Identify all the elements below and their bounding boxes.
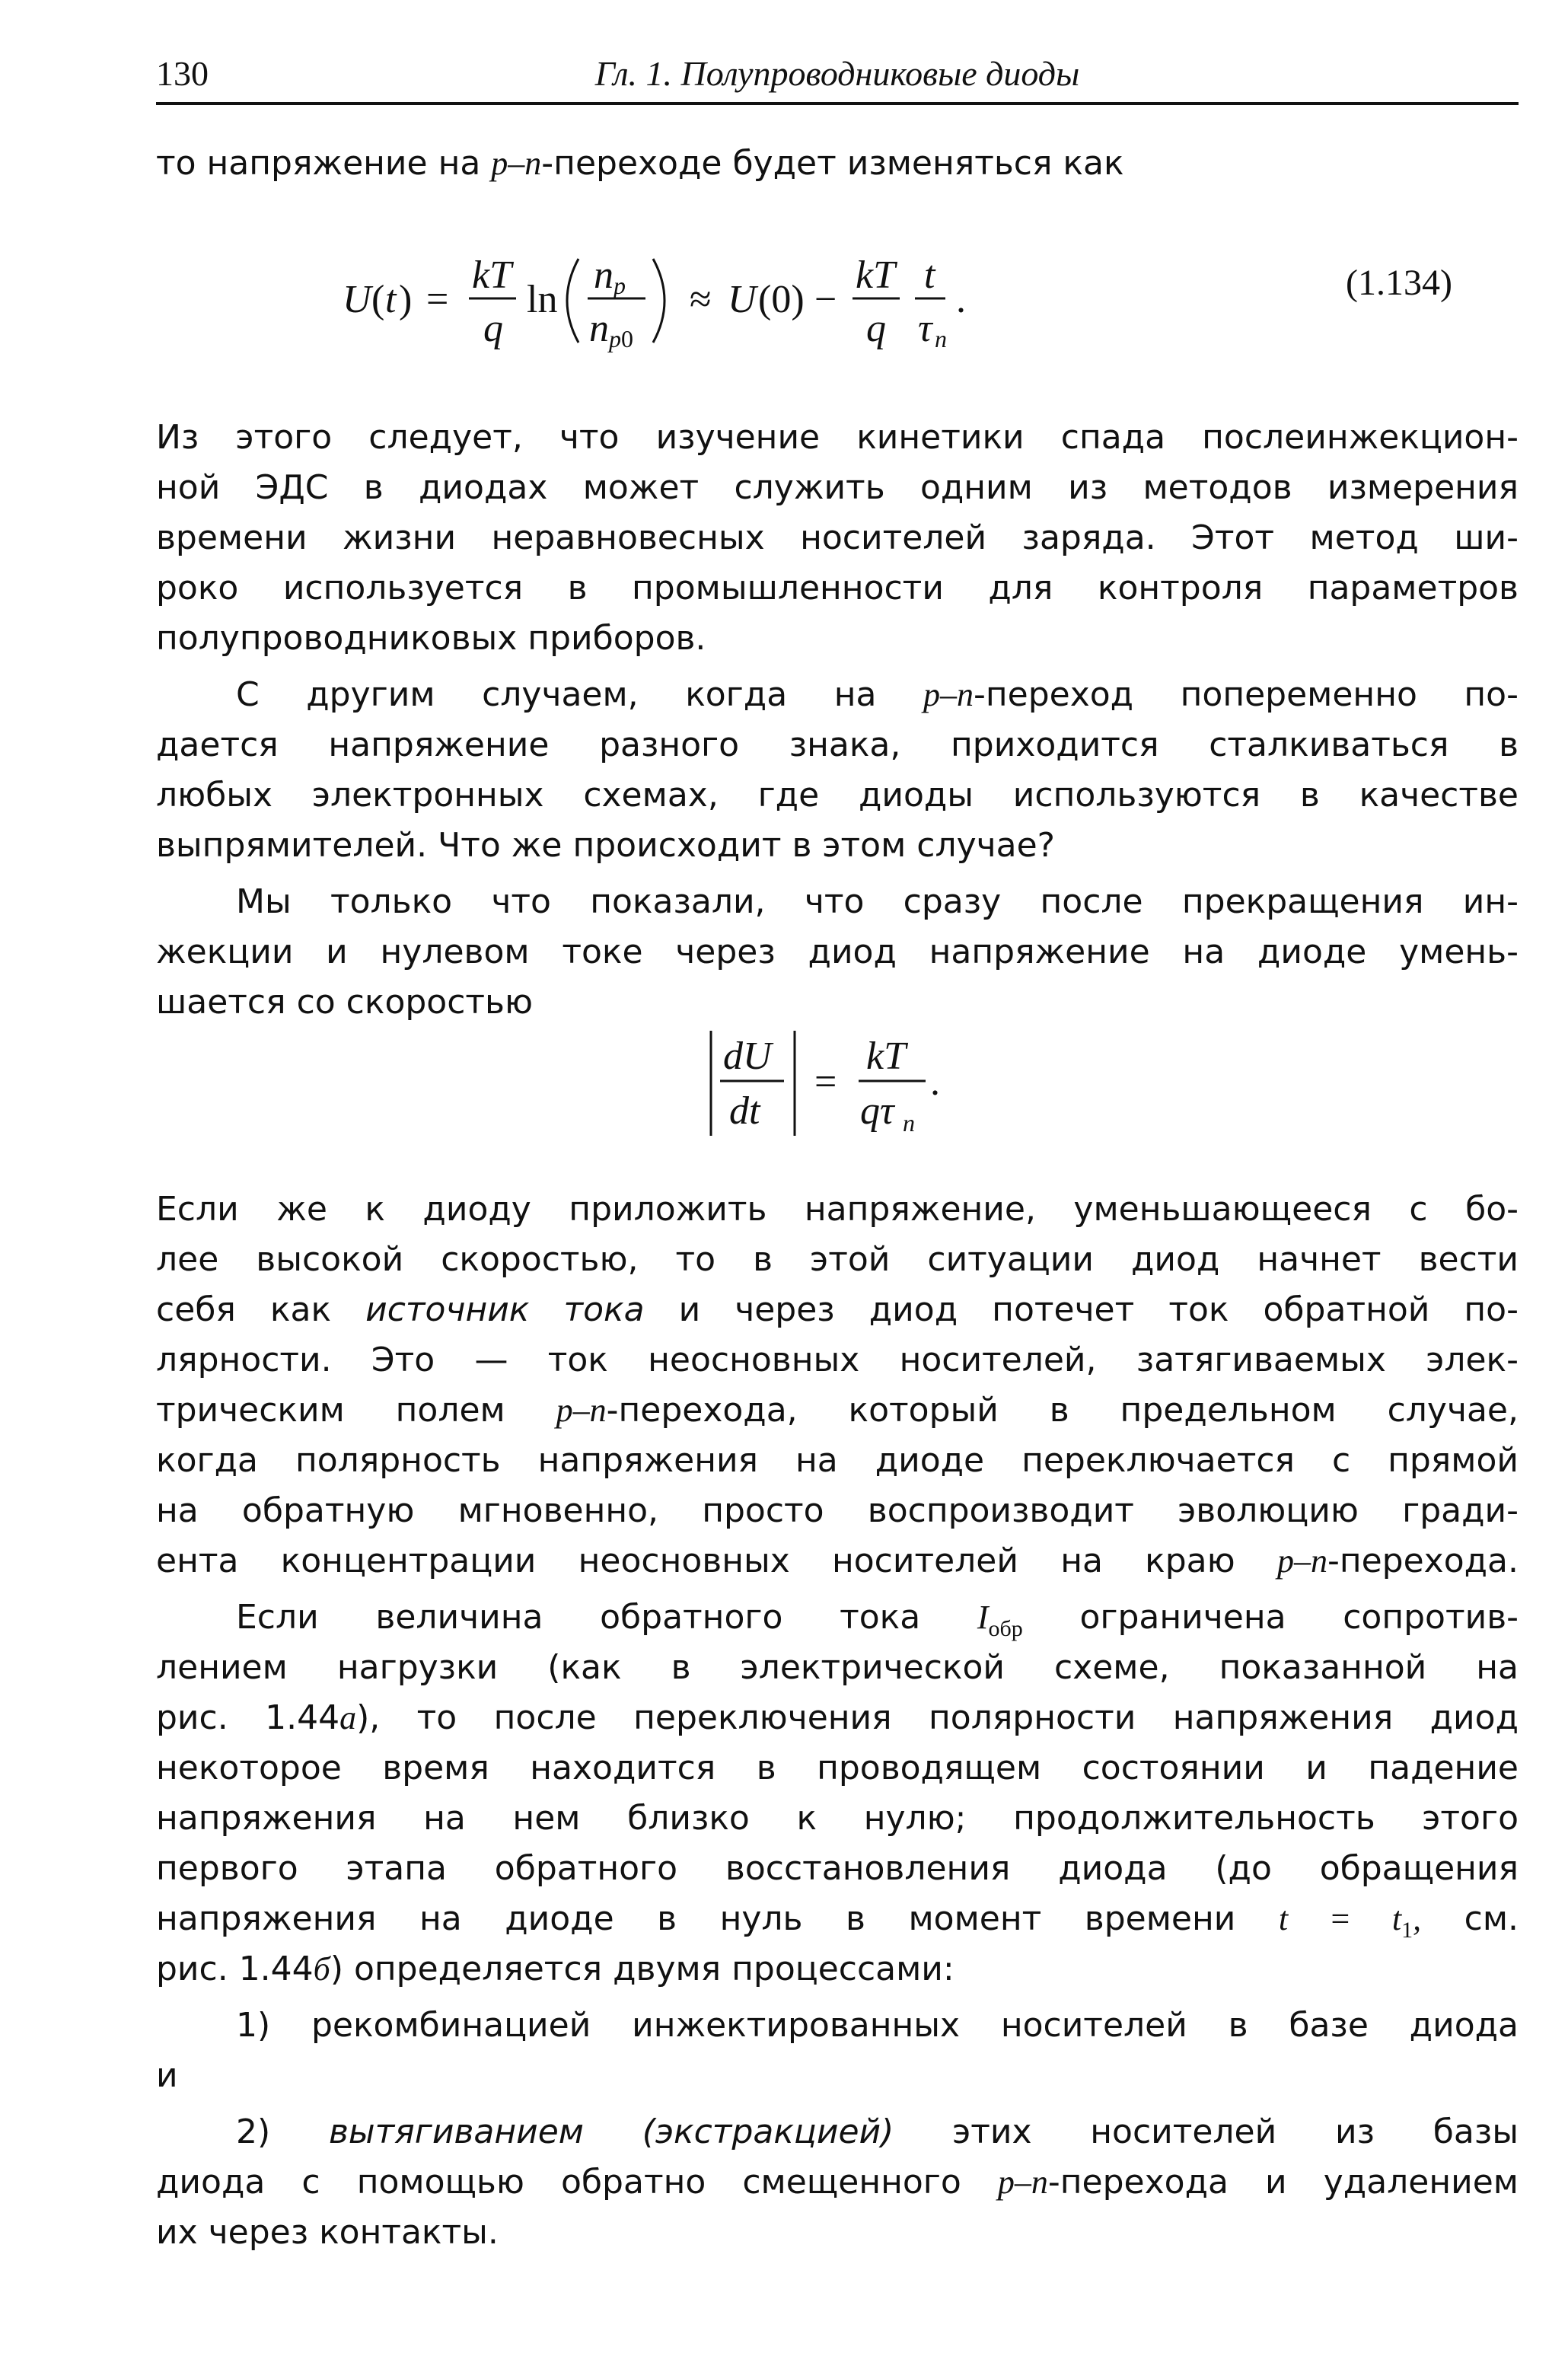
- text-line: времени жизни неравновесных носителей заряда. Этот метод ши-: [156, 518, 1519, 557]
- text-fragment: ограничена сопротив-: [1079, 1598, 1519, 1637]
- svg-text:τ: τ: [918, 307, 932, 350]
- pn-junction-symbol: p–n: [997, 2163, 1048, 2201]
- text-fragment: этих носителей из базы: [952, 2112, 1519, 2151]
- pn-junction-symbol: p–n: [923, 676, 974, 713]
- text-line: на обратную мгновенно, просто воспроизводит эволюцию гради-: [156, 1491, 1519, 1530]
- page-number: 130: [156, 54, 209, 93]
- svg-text:=: =: [426, 278, 449, 321]
- svg-text:≈: ≈: [690, 278, 712, 321]
- equation-number: (1.134): [1346, 263, 1452, 303]
- text-line: некоторое время находится в проводящем состоянии и падение: [156, 1749, 1519, 1787]
- emphasized-term: вытягиванием (экстракцией): [328, 2112, 894, 2151]
- text-line: [156, 139, 1519, 189]
- text-line: Мы только что показали, что сразу после прекращения ин-: [236, 882, 1519, 921]
- figure-letter-b: б: [313, 1950, 330, 1988]
- formula-decay-rate: [700, 1020, 1020, 1157]
- pn-junction-symbol: p–n: [556, 1392, 607, 1429]
- text-fragment: -перехода.: [1327, 1542, 1519, 1580]
- text-fragment: рис. 1.44: [156, 1698, 340, 1737]
- formula-1-134: [327, 228, 1225, 373]
- text-fragment: то напряжение на: [156, 144, 481, 183]
- text-line: [156, 1385, 1519, 1436]
- svg-text:t: t: [385, 278, 397, 321]
- text-line: [156, 2157, 1519, 2208]
- text-line: Из этого следует, что изучение кинетики спада послеинжекцион-: [156, 418, 1519, 457]
- text-line: Если же к диоду приложить напряжение, уменьшающееся с бо-: [156, 1190, 1519, 1229]
- text-fragment: трическим полем: [156, 1391, 505, 1430]
- text-line: [156, 1693, 1519, 1743]
- svg-text:qτ: qτ: [860, 1089, 894, 1133]
- text-line: [156, 1944, 1519, 1994]
- text-fragment: 2): [236, 2112, 271, 2151]
- svg-text:kT: kT: [472, 253, 512, 297]
- text-line: напряжения на нем близко к нулю; продолжительность этого: [156, 1799, 1519, 1838]
- text-fragment: Если величина обратного тока: [236, 1598, 921, 1637]
- figure-letter-a: а: [339, 1699, 357, 1736]
- list-item-1: 1) рекомбинацией инжектированных носителей в базе диода: [236, 2006, 1519, 2045]
- svg-text:ln: ln: [527, 278, 558, 321]
- text-line: лярности. Это — ток неосновных носителей, затягиваемых элек-: [156, 1341, 1519, 1379]
- svg-text:dt: dt: [729, 1089, 760, 1133]
- svg-text:dU: dU: [723, 1035, 772, 1078]
- svg-text:n: n: [903, 1109, 915, 1137]
- text-line: первого этапа обратного восстановления диода (до обращения: [156, 1849, 1519, 1888]
- text-line: любых электронных схемах, где диоды используются в качестве: [156, 776, 1519, 815]
- svg-text:kT: kT: [856, 253, 895, 297]
- svg-text:p0: p0: [609, 325, 633, 352]
- text-fragment: напряжения на диоде в нуль в момент времени: [156, 1899, 1236, 1938]
- text-line: лее высокой скоростью, то в этой ситуации диод начнет вести: [156, 1240, 1519, 1279]
- svg-text:q: q: [866, 307, 886, 350]
- emphasized-term: источник тока: [365, 1290, 645, 1329]
- text-fragment: -переход попеременно по-: [974, 675, 1519, 714]
- text-fragment: рис. 1.44: [156, 1950, 314, 1988]
- svg-text:−: −: [814, 278, 837, 321]
- text-line: полупроводниковых приборов.: [156, 619, 706, 658]
- text-line: лением нагрузки (как в электрической схеме, показанной на: [156, 1648, 1519, 1687]
- svg-text:=: =: [814, 1060, 837, 1104]
- text-line: [236, 670, 1519, 720]
- running-head: Гл. 1. Полупроводниковые диоды: [594, 54, 1080, 93]
- text-fragment: -перехода и удалением: [1047, 2163, 1519, 2202]
- svg-text:): ): [399, 278, 413, 321]
- text-line: дается напряжение разного знака, приходится сталкиваться в: [156, 725, 1519, 764]
- reverse-current-symbol: $I_{обр}$: [977, 1599, 1023, 1641]
- svg-text:q: q: [483, 307, 503, 350]
- svg-text:(0): (0): [758, 278, 805, 321]
- pn-junction-symbol: p–n: [1276, 1542, 1327, 1580]
- svg-text:U: U: [343, 278, 371, 321]
- pn-junction-symbol: p–n: [491, 145, 542, 182]
- text-fragment: ), то после переключения полярности напряжения диод: [356, 1698, 1519, 1737]
- text-fragment: С другим случаем, когда на: [236, 675, 877, 714]
- text-line: роко используется в промышленности для контроля параметров: [156, 569, 1519, 607]
- svg-text:n: n: [594, 253, 613, 297]
- text-fragment: диода с помощью обратно смещенного: [156, 2163, 961, 2202]
- list-item-2: [236, 2107, 1519, 2157]
- text-fragment: ента концентрации неосновных носителей на краю: [156, 1542, 1235, 1580]
- svg-text:kT: kT: [866, 1035, 906, 1078]
- text-fragment: см.: [1464, 1899, 1519, 1938]
- svg-text:U: U: [728, 278, 757, 321]
- svg-text:p: p: [613, 272, 626, 299]
- svg-text:(: (: [371, 278, 385, 321]
- svg-text:.: .: [956, 278, 966, 321]
- text-line: ной ЭДС в диодах может служить одним из методов измерения: [156, 468, 1519, 507]
- text-line: их через контакты.: [156, 2213, 499, 2252]
- text-line: когда полярность напряжения на диоде переключается с прямой: [156, 1441, 1519, 1480]
- text-line: [156, 1536, 1519, 1586]
- text-line: жекции и нулевом токе через диод напряжение на диоде умень-: [156, 933, 1519, 971]
- text-line: выпрямителей. Что же происходит в этом случае?: [156, 826, 1056, 865]
- svg-text:n: n: [589, 307, 609, 350]
- text-fragment: -перехода, который в предельном случае,: [606, 1391, 1519, 1430]
- page-header: [156, 47, 1519, 105]
- text-line: [156, 1285, 1519, 1335]
- text-line: и: [156, 2056, 178, 2095]
- text-fragment: ) определяется двумя процессами:: [330, 1950, 955, 1988]
- text-fragment: и через диод потечет ток обратной по-: [678, 1290, 1519, 1329]
- text-fragment: -переходе будет изменяться как: [541, 144, 1124, 183]
- svg-text:.: .: [930, 1060, 940, 1104]
- time-t1-symbol: $t = t_1$,: [1278, 1900, 1422, 1943]
- text-fragment: себя как: [156, 1290, 332, 1329]
- svg-text:n: n: [935, 325, 947, 352]
- svg-text:t: t: [924, 253, 935, 297]
- text-line: шается со скоростью: [156, 983, 533, 1022]
